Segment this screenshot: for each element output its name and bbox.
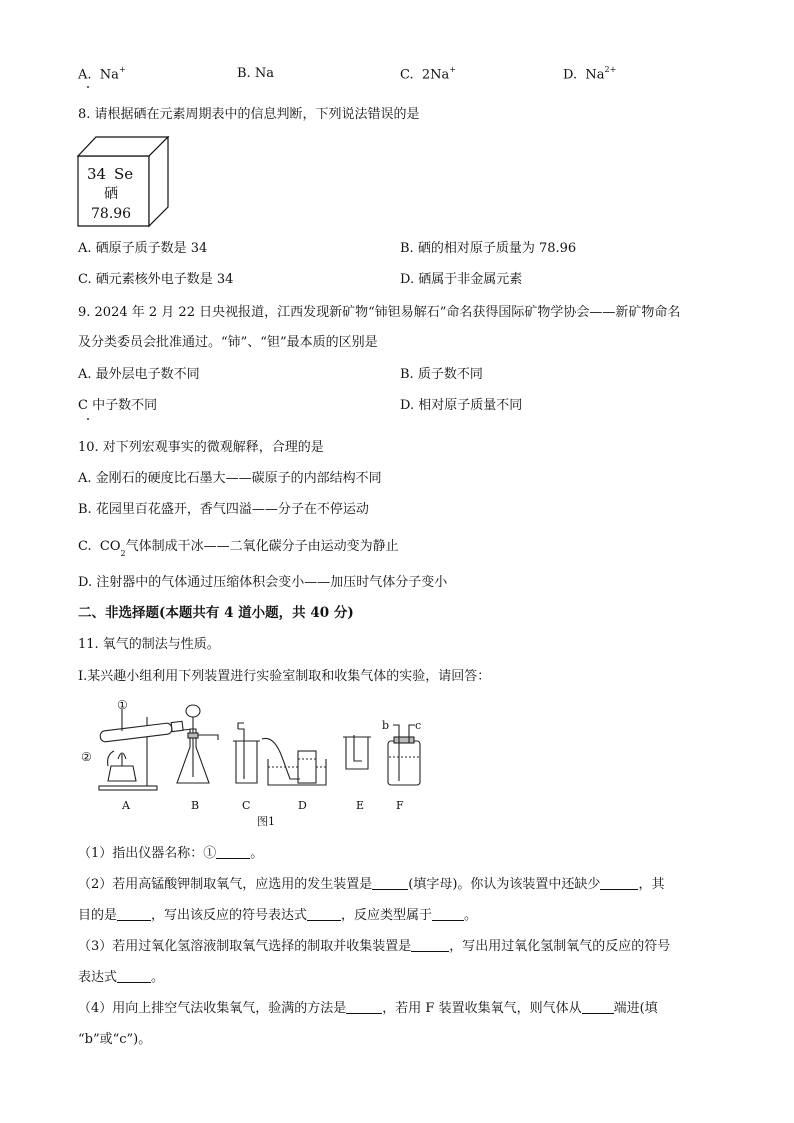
- q7-option-d-letter: D.: [563, 67, 578, 83]
- q11-part2-line2: [78, 909, 477, 922]
- q7-option-a-letter: A.: [78, 67, 92, 83]
- q8-option-d: D. 硒属于非金属元素: [400, 272, 523, 287]
- answer-blank[interactable]: [117, 982, 151, 983]
- q9-option-d: D. 相对原子质量不同: [400, 398, 523, 413]
- q9-option-a: A. 最外层电子数不同: [78, 367, 200, 382]
- q10-option-c-letter: C.: [78, 539, 92, 554]
- figure-label-c: C: [242, 799, 251, 812]
- q11-intro: I.某兴趣小组利用下列装置进行实验室制取和收集气体的实验，请回答：: [78, 669, 491, 684]
- figure-label-f: F: [396, 799, 404, 812]
- q11-part4-line1: [78, 1002, 658, 1015]
- q11-part4-text-b: ，若用 F 装置收集氧气，则气体从: [382, 1001, 582, 1016]
- q10-option-b: B. 花园里百花盛开，香气四溢——分子在不停运动: [78, 502, 369, 517]
- q7-option-a-text: Na: [99, 67, 119, 83]
- q11-part2-text-d: 目的是: [78, 908, 118, 923]
- q10-option-c-subscript: 2: [120, 548, 126, 558]
- q11-part3-line1: [78, 940, 670, 953]
- q9-stem-line2: 及分类委员会批准通过。“铈”、“钽”最本质的区别是: [78, 335, 378, 350]
- q11-part3-text-a: （3）若用过氧化氢溶液制取氧气选择的制取并收集装置是: [78, 939, 412, 954]
- answer-blank[interactable]: [582, 1013, 614, 1014]
- q7-option-c-text: 2Na: [421, 67, 450, 83]
- q11-part2-text-g: 。: [464, 908, 478, 923]
- q10-option-d: D. 注射器中的气体通过压缩体积会变小——加压时气体分子变小: [78, 575, 448, 590]
- element-name: 硒: [104, 186, 118, 202]
- apparatus-e: [343, 735, 371, 769]
- figure-label-a: A: [122, 799, 130, 812]
- apparatus-f: [388, 725, 420, 785]
- q11-part3-text-d: 。: [151, 970, 165, 985]
- q8-option-a: A. 硒原子质子数是 34: [78, 241, 208, 256]
- answer-blank[interactable]: [600, 889, 638, 890]
- q9-option-b: B. 质子数不同: [400, 367, 483, 382]
- q7-option-a-charge: +: [118, 65, 126, 74]
- apparatus-c: [233, 723, 260, 783]
- q8-option-b: B. 硒的相对原子质量为 78.96: [400, 241, 577, 256]
- q11-part2-text-f: ，反应类型属于: [341, 908, 433, 923]
- q7-option-c-charge: +: [449, 65, 456, 74]
- q11-part4-line2: “b”或“c”)。: [78, 1032, 152, 1047]
- q8-stem: 8. 请根据硒在元素周期表中的信息判断，下列说法错误的是: [78, 107, 420, 122]
- apparatus-d: [262, 738, 326, 785]
- q11-part2-line1: [78, 878, 664, 891]
- apparatus-figure: [78, 697, 438, 797]
- q11-part2-text-c: ，其: [638, 877, 665, 892]
- q11-part2-text-b: (填字母)。你认为该装置中还缺少: [408, 877, 601, 892]
- figure-port-c: c: [415, 719, 422, 732]
- figure-port-b: b: [382, 719, 390, 732]
- answer-blank[interactable]: [307, 920, 341, 921]
- q7-option-d-charge: 2+: [604, 65, 617, 74]
- q10-option-c-rest: 气体制成干冰——二氧化碳分子由运动变为静止: [125, 539, 399, 554]
- element-symbol: Se: [114, 165, 134, 183]
- apparatus-b: [177, 705, 218, 783]
- q10-option-c: [78, 540, 399, 556]
- figure-label-b: B: [191, 799, 200, 812]
- q11-part1: [78, 847, 263, 860]
- q7-option-c: [400, 67, 456, 81]
- answer-blank[interactable]: [372, 889, 408, 890]
- figure-label-e: E: [356, 799, 365, 812]
- q7-option-b: B. Na: [237, 66, 274, 81]
- q11-stem: 11. 氧气的制法与性质。: [78, 637, 220, 652]
- answer-blank[interactable]: [346, 1013, 382, 1014]
- q11-part3-text-c: 表达式: [78, 970, 118, 985]
- q10-option-c-formula: CO: [99, 539, 121, 554]
- q7-option-d-text: Na: [585, 67, 605, 83]
- answer-blank[interactable]: [117, 920, 151, 921]
- q7-option-a: [78, 67, 126, 81]
- option-dot: [87, 86, 89, 88]
- q11-part4-text-c: 端进(填: [613, 1001, 658, 1016]
- q11-part2-text-a: （2）若用高锰酸钾制取氧气，应选用的发生装置是: [78, 877, 373, 892]
- figure-marker-2: ②: [81, 750, 92, 764]
- q9-option-c: C 中子数不同: [78, 398, 158, 413]
- q7-option-d: [563, 67, 616, 81]
- section-title: 二、非选择题(本题共有 4 道小题，共 40 分): [78, 605, 354, 621]
- q8-option-c: C. 硒元素核外电子数是 34: [78, 272, 234, 287]
- q11-part1-text: （1）指出仪器名称：①: [78, 846, 217, 861]
- answer-blank[interactable]: [411, 951, 449, 952]
- figure-caption: 图1: [257, 815, 275, 828]
- q9-stem-line1: 9. 2024 年 2 月 22 日央视报道，江西发现新矿物“铈钽易解石”命名获得国际矿物学协会——新矿物命名: [78, 305, 681, 320]
- element-number: 34: [87, 165, 107, 183]
- q11-part1-end: 。: [250, 846, 264, 861]
- answer-blank[interactable]: [216, 858, 250, 859]
- element-mass: 78.96: [91, 206, 132, 222]
- figure-label-d: D: [298, 799, 307, 812]
- q11-part2-text-e: ，写出该反应的符号表达式: [151, 908, 308, 923]
- q10-option-a: A. 金刚石的硬度比石墨大——碳原子的内部结构不同: [78, 471, 382, 486]
- q10-stem: 10. 对下列宏观事实的微观解释，合理的是: [78, 440, 324, 455]
- q11-part4-text-a: （4）用向上排空气法收集氧气，验满的方法是: [78, 1001, 347, 1016]
- q7-option-c-letter: C.: [400, 67, 414, 83]
- q11-part3-line2: [78, 971, 164, 984]
- option-dot: [87, 418, 89, 420]
- figure-marker-1: ①: [117, 698, 128, 712]
- q11-part3-text-b: ，写出用过氧化氢制氧气的反应的符号: [449, 939, 671, 954]
- answer-blank[interactable]: [432, 920, 464, 921]
